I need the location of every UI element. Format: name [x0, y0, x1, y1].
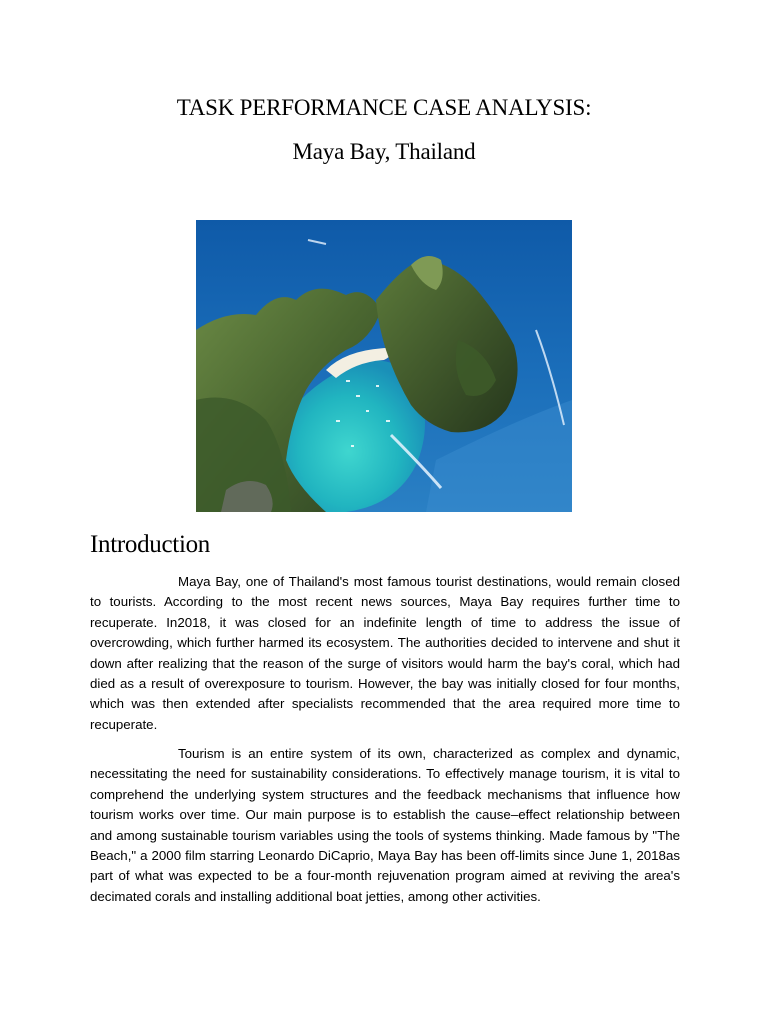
section-heading-introduction: Introduction [90, 531, 210, 558]
intro-paragraph-1 [90, 572, 680, 735]
document-title: TASK PERFORMANCE CASE ANALYSIS: [176, 95, 592, 120]
paragraph-text: Tourism is an entire system of its own, characterized as complex and dynamic, necessitating the need for sustainability considerations. To effectively manage tourism, it is vital to comprehend the underlying system structures and the feedback mechanisms that influence how tourism works over time. Our main purpose is to establish the cause–effect relationship between and among sustainable tourism variables using the tools of systems thinking. Made famous by "The Beach," a 2000 film starring Leonardo DiCaprio, Maya Bay has been off-limits since June 1, 2018as part of what was expected to be a four-month rejuvenation program aimed at reviving the area's decimated corals and installing additional boat jetties, among other activities. [90, 746, 680, 904]
maya-bay-aerial-photo [196, 220, 572, 512]
paragraph-text: Maya Bay, one of Thailand's most famous tourist destinations, would remain closed to tourists. According to the most recent news sources, Maya Bay requires further time to recuperate. In2018, it was closed for an indefinite length of time to address the issue of overcrowding, which further harmed its ecosystem. The authorities decided to intervene and shut it down after realizing that the reason of the surge of visitors would harm the bay's coral, which had died as a result of overexposure to tourism. However, the bay was initially closed for four months, which was then extended after specialists recommended that the area required more time to recuperate. [90, 574, 680, 732]
aerial-bay-photo-icon [196, 220, 572, 512]
intro-paragraph-2 [90, 744, 680, 907]
document-subtitle: Maya Bay, Thailand [292, 139, 476, 164]
